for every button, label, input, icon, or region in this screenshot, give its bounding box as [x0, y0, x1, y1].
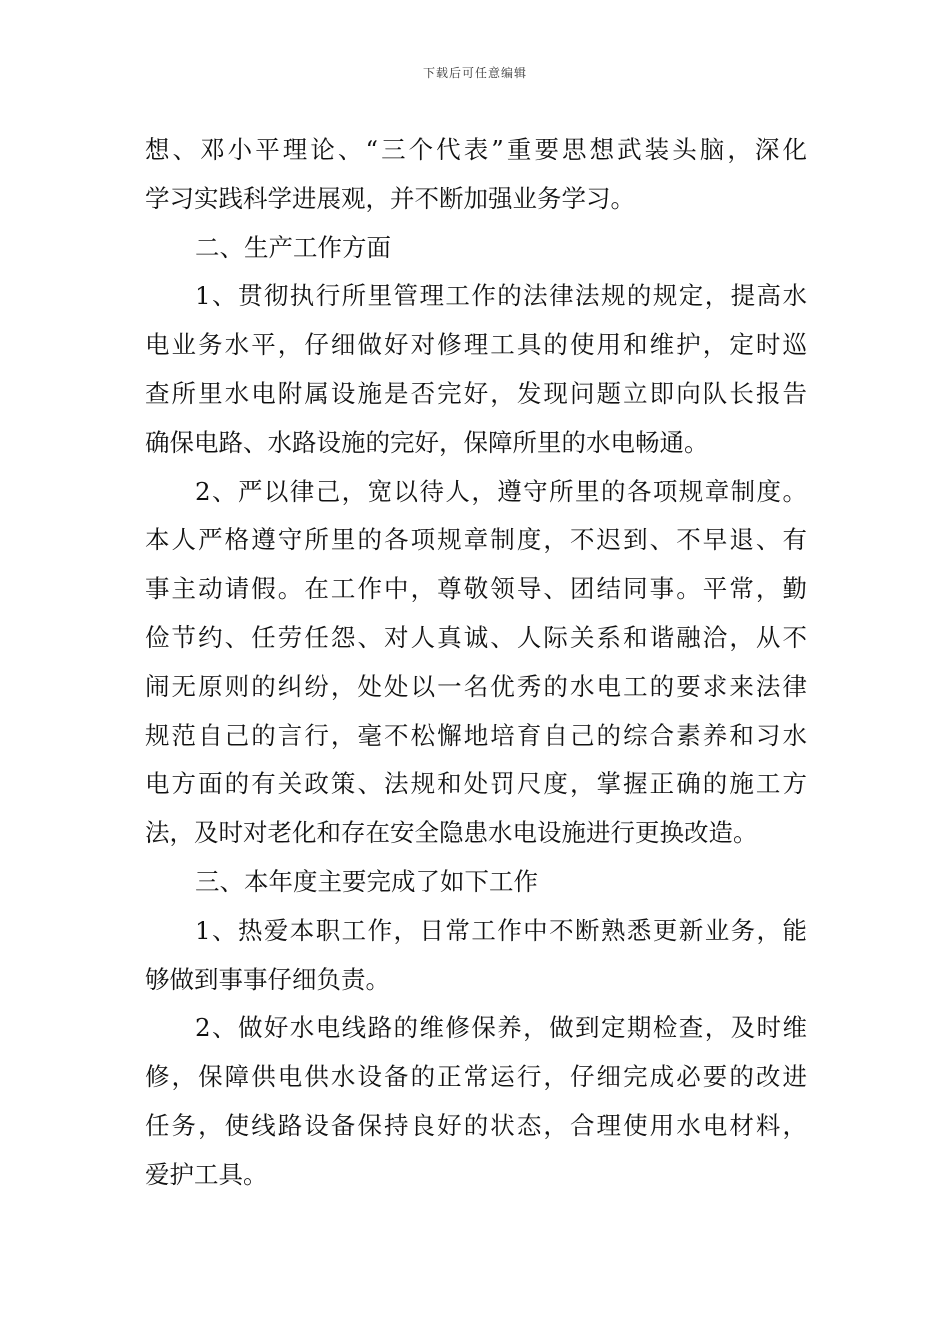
text-line: 事主动请假。在工作中，尊敬领导、团结同事。平常，勤: [145, 574, 807, 604]
text-line: 二、生产工作方面: [195, 232, 391, 262]
text-line: 查所里水电附属设施是否完好，发现问题立即向队长报告: [145, 378, 807, 408]
text-line: 修，保障供电供水设备的正常运行，仔细完成必要的改进: [145, 1062, 807, 1092]
text-line: 2、做好水电线路的维修保养，做到定期检查，及时维: [195, 1013, 807, 1043]
text-line: 俭节约、任劳任怨、对人真诚、人际关系和谐融洽，从不: [145, 622, 807, 652]
text-line: 想、邓小平理论、“三个代表”重要思想武装头脑，深化: [145, 135, 807, 164]
text-line: 闹无原则的纠纷，处处以一名优秀的水电工的要求来法律: [145, 671, 807, 701]
text-line: 法，及时对老化和存在安全隐患水电设施进行更换改造。: [145, 818, 758, 848]
page-header: 下载后可任意编辑: [422, 66, 527, 80]
text-line: 爱护工具。: [145, 1159, 268, 1189]
text-line: 规范自己的言行，毫不松懈地培育自己的综合素养和习水: [145, 720, 807, 750]
text-line: 学习实践科学进展观，并不断加强业务学习。: [145, 183, 635, 213]
document-body: [145, 126, 807, 1200]
text-line: 三、本年度主要完成了如下工作: [195, 866, 538, 896]
text-line: 1、热爱本职工作，日常工作中不断熟悉更新业务，能: [195, 915, 807, 945]
text-line: 1、贯彻执行所里管理工作的法律法规的规定，提高水: [195, 281, 807, 311]
text-line: 电方面的有关政策、法规和处罚尺度，掌握正确的施工方: [145, 769, 807, 799]
text-line: 够做到事事仔细负责。: [145, 964, 390, 994]
text-line: 本人严格遵守所里的各项规章制度，不迟到、不早退、有: [145, 525, 807, 555]
text-line: 任务，使线路设备保持良好的状态，合理使用水电材料，: [145, 1110, 807, 1140]
text-line: 电业务水平，仔细做好对修理工具的使用和维护，定时巡: [145, 330, 807, 360]
text-line: 2、严以律己，宽以待人，遵守所里的各项规章制度。: [195, 476, 807, 506]
text-line: 确保电路、水路设施的完好，保障所里的水电畅通。: [145, 427, 709, 457]
